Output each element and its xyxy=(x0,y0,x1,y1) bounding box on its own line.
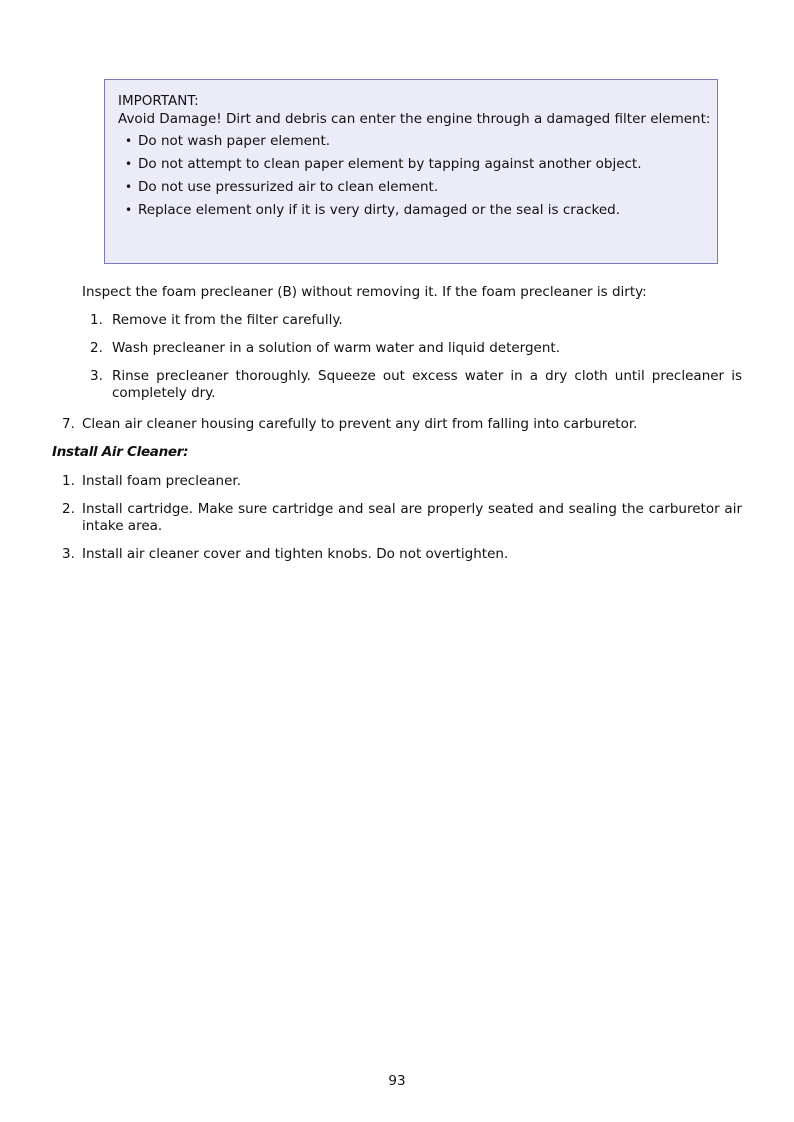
notice-title: IMPORTANT: xyxy=(118,93,199,109)
step-text: Clean air cleaner housing carefully to prevent any dirt from falling into carburetor. xyxy=(82,416,638,432)
step-number: 2. xyxy=(90,340,103,356)
notice-bullet-item: • Do not attempt to clean paper element by tapping against another object. xyxy=(125,156,642,172)
inspect-paragraph: Inspect the foam precleaner (B) without removing it. If the foam precleaner is dirty: xyxy=(82,284,647,300)
step-text: Rinse precleaner thoroughly. Squeeze out excess water in a dry cloth until precleaner is completely dry. xyxy=(112,368,742,401)
bullet-icon: • xyxy=(125,203,133,217)
step-number: 3. xyxy=(62,546,75,562)
notice-bullet-list xyxy=(118,133,717,219)
list-item xyxy=(52,546,742,563)
list-item xyxy=(82,312,742,329)
step-number: 7. xyxy=(62,416,75,432)
step-text: Install foam precleaner. xyxy=(82,473,242,489)
step-number: 3. xyxy=(90,368,103,384)
precleaner-steps-list xyxy=(82,312,742,413)
step-7-item xyxy=(52,416,742,433)
step-text: Wash precleaner in a solution of warm water and liquid detergent. xyxy=(112,340,560,356)
step-text: Remove it from the filter carefully. xyxy=(112,312,343,328)
bullet-icon: • xyxy=(125,180,133,194)
list-item xyxy=(82,340,742,357)
notice-bullet-item: • Replace element only if it is very dirty, damaged or the seal is cracked. xyxy=(125,202,621,218)
install-air-cleaner-heading: Install Air Cleaner: xyxy=(52,444,189,460)
bullet-icon: • xyxy=(125,134,133,148)
notice-lead-text: Avoid Damage! Dirt and debris can enter the engine through a damaged filter element: xyxy=(118,111,711,127)
list-item xyxy=(52,501,742,535)
important-notice-box xyxy=(104,79,718,264)
notice-bullet-item: • Do not use pressurized air to clean element. xyxy=(125,179,439,195)
bullet-icon: • xyxy=(125,157,133,171)
list-item xyxy=(52,473,742,490)
step-text: Install air cleaner cover and tighten knobs. Do not overtighten. xyxy=(82,546,509,562)
step-number: 1. xyxy=(62,473,75,489)
page-number: 93 xyxy=(388,1073,406,1089)
step-text: Install cartridge. Make sure cartridge and seal are properly seated and sealing the carburetor air intake area. xyxy=(82,501,742,534)
notice-bullet-item: • Do not wash paper element. xyxy=(125,133,331,149)
list-item xyxy=(82,368,742,402)
install-steps-list xyxy=(52,473,742,574)
step-number: 1. xyxy=(90,312,103,328)
step-number: 2. xyxy=(62,501,75,517)
